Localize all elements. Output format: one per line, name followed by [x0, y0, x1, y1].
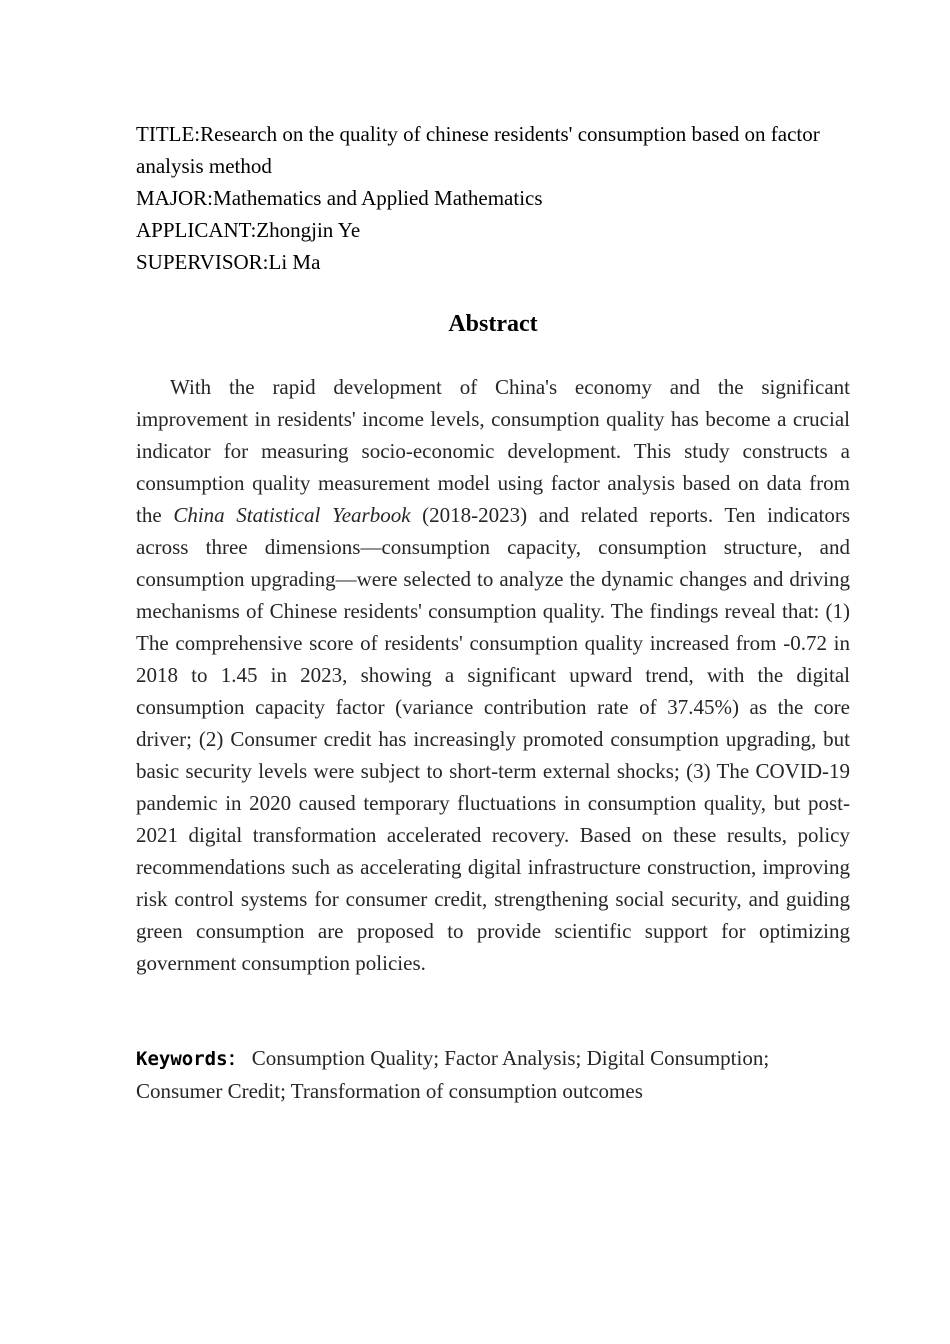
thesis-applicant: APPLICANT:Zhongjin Ye — [136, 218, 361, 242]
keywords-text: Consumption Quality; Factor Analysis; Digital Consumption; Consumer Credit; Transformation of consumption outcomes — [136, 1046, 770, 1103]
keywords-label: Keywords： — [136, 1048, 247, 1070]
thesis-title: TITLE:Research on the quality of chinese residents' consumption based on factor analysis method — [136, 122, 820, 178]
keywords-section — [136, 1042, 850, 1107]
abstract-heading: Abstract — [448, 311, 538, 337]
abstract-text-part-2: (2018-2023) and related reports. Ten indicators across three dimensions—consumption capacity, consumption structure, and consumption upgrading—were selected to analyze the dynamic changes and driving mechanisms of Chinese residents' consumption quality. The findings reveal that: (1) The comprehensive score of residents' consumption quality increased from -0.72 in 2018 to 1.45 in 2023, showing a significant upward trend, with the digital consumption capacity factor (variance contribution rate of 37.45%) as the core driver; (2) Consumer credit has increasingly promoted consumption upgrading, but basic security levels were subject to short-term external shocks; (3) The COVID-19 pandemic in 2020 caused temporary fluctuations in consumption quality, but post-2021 digital transformation accelerated recovery. Based on these results, policy recommendations such as accelerating digital infrastructure construction, improving risk control systems for consumer credit, strengthening social security, and guiding green consumption are proposed to provide scientific support for optimizing government consumption policies. — [136, 503, 850, 975]
abstract-source-title: China Statistical Yearbook — [173, 503, 411, 527]
abstract-body — [136, 371, 850, 979]
abstract-text-part-1: With the rapid development of China's economy and the significant improvement in residents' income levels, consumption quality has become a crucial indicator for measuring socio-economic development. This study constructs a consumption quality measurement model using factor analysis based on data from the — [136, 375, 850, 527]
thesis-metadata — [136, 118, 850, 278]
thesis-supervisor: SUPERVISOR:Li Ma — [136, 250, 321, 274]
thesis-major: MAJOR:Mathematics and Applied Mathematics — [136, 186, 543, 210]
